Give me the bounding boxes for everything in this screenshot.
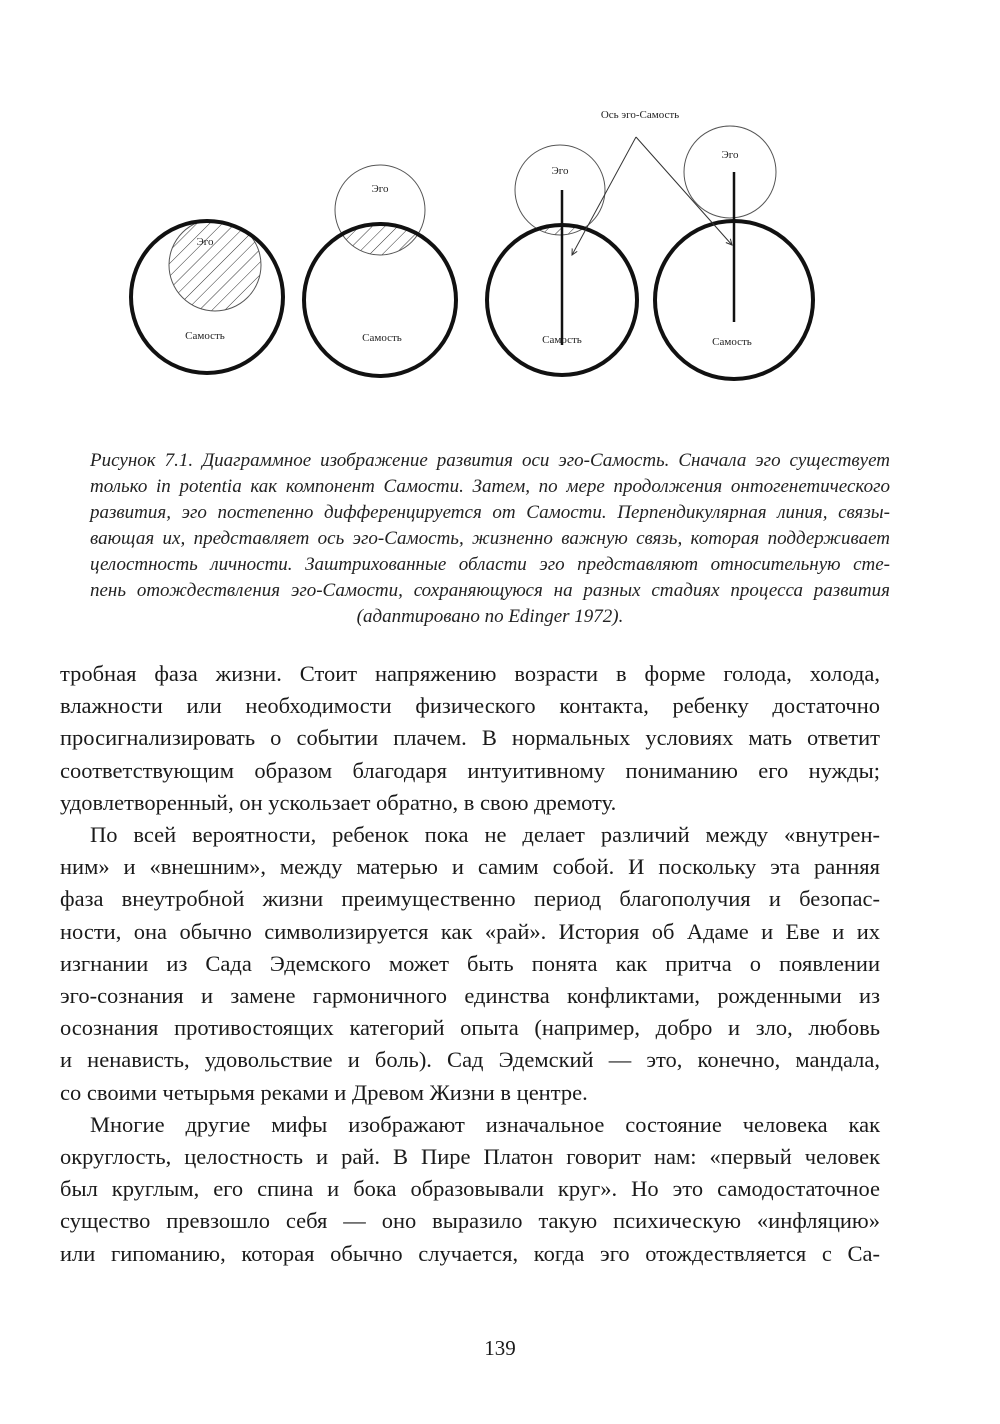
text-line: существо превзошло себя — оно выразило такую психическую «инфляцию»	[60, 1208, 880, 1234]
self-label: Самость	[185, 330, 225, 342]
caption-line: вающая их, представляет ось эго-Самость, жизненно важную связь, которая поддерживает	[90, 528, 890, 549]
self-label: Самость	[542, 334, 582, 346]
text-line: и ненависть, удовольствие и боль). Сад Эдемский — это, конечно, мандала,	[60, 1047, 880, 1073]
caption-line: Рисунок 7.1. Диаграммное изображение развития оси эго-Самость. Сначала эго существует	[90, 450, 890, 471]
text-line: ним» и «внешним», между матерью и самим собой. И поскольку эта ранняя	[60, 854, 880, 880]
text-line: осознания противостоящих категорий опыта (например, добро и зло, любовь	[60, 1015, 880, 1041]
ego-circle	[515, 145, 605, 235]
stage-2	[304, 165, 456, 376]
text-line: Многие другие мифы изображают изначальное состояние человека как	[90, 1111, 880, 1137]
ego-label: Эго	[371, 183, 389, 195]
figure-caption	[90, 448, 890, 630]
self-label: Самость	[712, 336, 752, 348]
text-line: был круглым, его спина и бока образовывали круг». Но это самодостаточное	[60, 1176, 880, 1202]
axis-arrow	[636, 137, 732, 245]
caption-line: пень отождествления эго-Самости, сохраняющуюся на разных стадиях процесса развития	[90, 580, 890, 601]
self-label: Самость	[362, 332, 402, 344]
body-text	[60, 658, 880, 1270]
caption-line: только in potentia как компонент Самости. Затем, по мере продолжения онтогенетического	[90, 476, 890, 497]
stage-3	[487, 145, 637, 375]
ego-label: Эго	[551, 165, 569, 177]
stage-4	[655, 126, 813, 379]
paragraph	[60, 1109, 880, 1270]
text-line: тробная фаза жизни. Стоит напряжению возрасти в форме голода, холода,	[60, 661, 880, 686]
text-line: просигнализировать о событии плачем. В нормальных условиях мать ответит	[60, 725, 880, 751]
ego-self-axis-diagram	[0, 0, 1000, 400]
stage-1	[131, 219, 283, 373]
axis-label: Ось эго-Самость	[600, 109, 680, 121]
text-line: фаза внеутробной жизни преимущественно период благополучия и безопас-	[60, 886, 880, 912]
ego-label: Эго	[196, 236, 214, 248]
text-line: ности, она обычно символизируется как «рай». История об Адаме и Еве и их	[60, 918, 880, 944]
text-line: эго-сознания и замене гармоничного единства конфликтами, рожденными из	[60, 983, 880, 1009]
caption-line: (адаптировано по Edinger 1972).	[356, 606, 624, 627]
ego-label: Эго	[721, 149, 739, 161]
paragraph	[60, 658, 880, 819]
text-line: округлость, целостность и рай. В Пире Платон говорит нам: «первый человек	[60, 1144, 880, 1170]
text-line: или гипоманию, которая обычно случается, когда эго отождествляется с Са-	[60, 1240, 880, 1266]
page-number: 139	[484, 1336, 516, 1360]
paragraph	[60, 819, 880, 1109]
text-line: влажности или необходимости физического контакта, ребенку достаточно	[60, 693, 880, 719]
text-line: изгнании из Сада Эдемского может быть понята как притча о появлении	[60, 950, 880, 976]
text-line: соответствующим образом благодаря интуитивному пониманию его нужды;	[60, 757, 880, 783]
caption-line: развития, эго постепенно дифференцируется от Самости. Перпендикулярная линия, связы-	[90, 502, 890, 523]
text-line: удовлетворенный, он ускользает обратно, в свою дремоту.	[60, 789, 617, 815]
text-line: со своими четырьмя реками и Древом Жизни в центре.	[60, 1079, 588, 1105]
ego-circle	[684, 126, 776, 218]
text-line: По всей вероятности, ребенок пока не делает различий между «внутрен-	[90, 822, 880, 848]
caption-line: целостность личности. Заштрихованные области эго представляют относительную сте-	[90, 554, 890, 575]
